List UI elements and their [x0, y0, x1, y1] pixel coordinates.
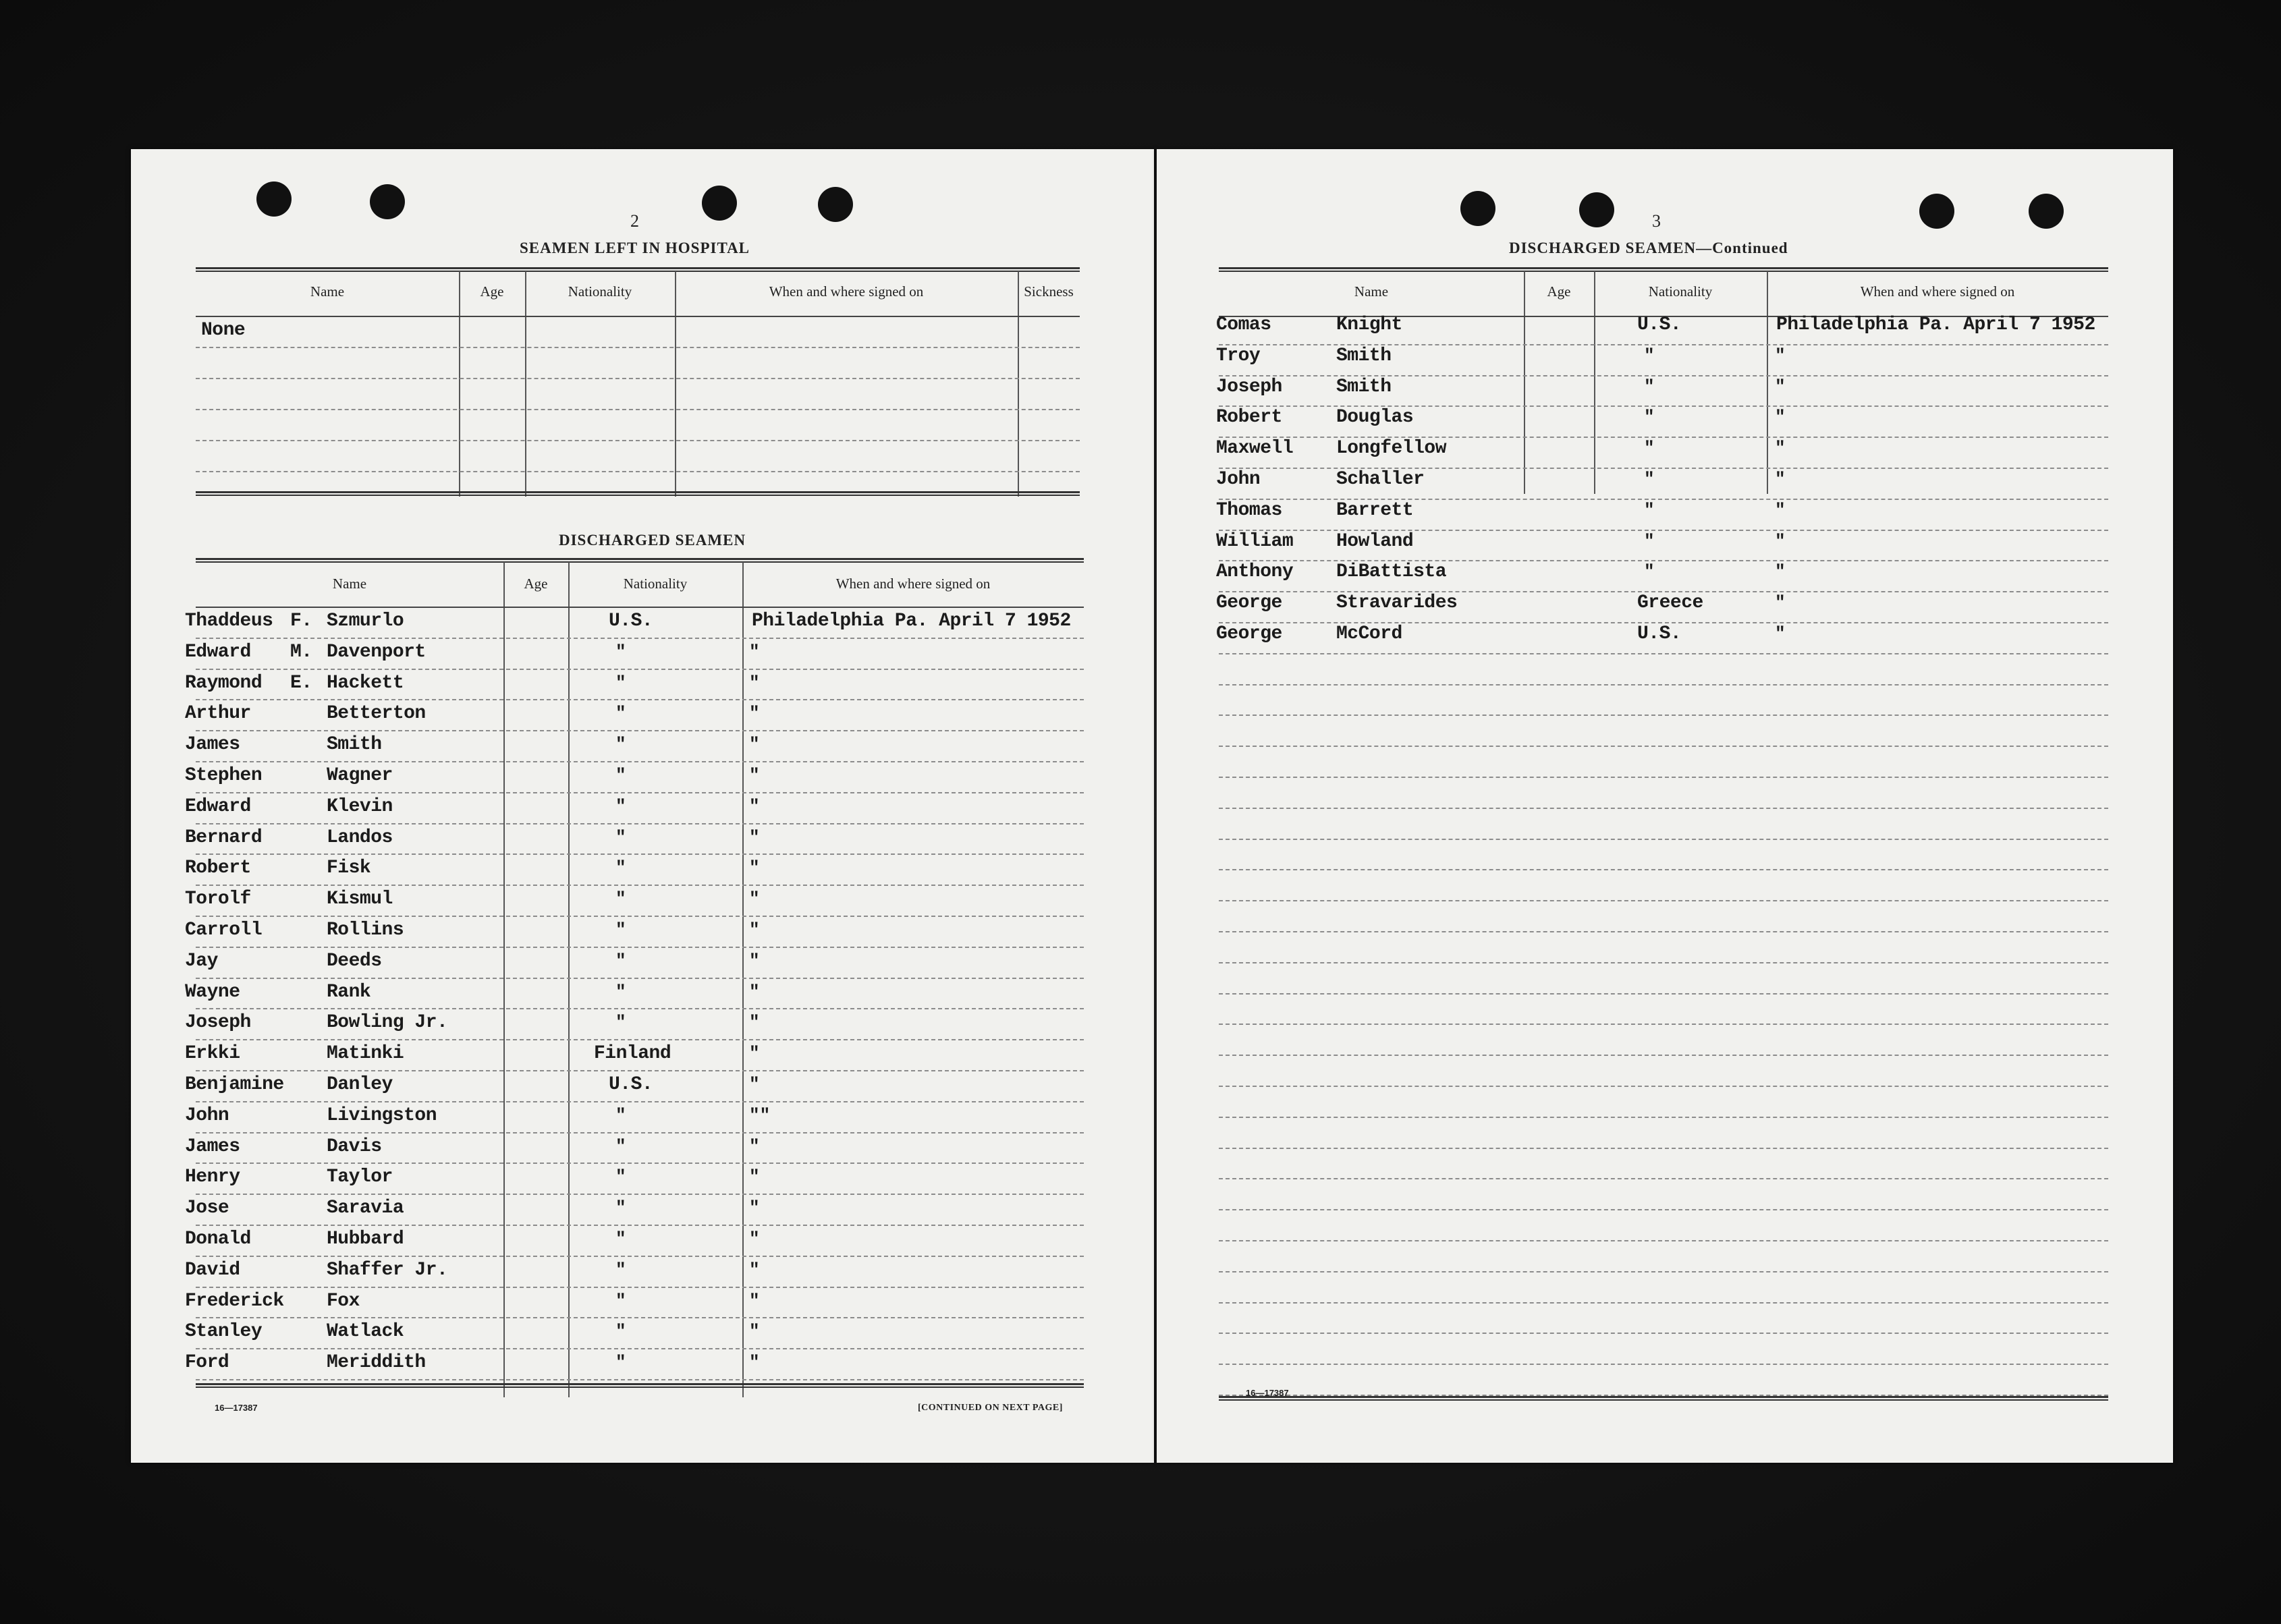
seaman-last-name: DiBattista [1336, 561, 1447, 583]
seaman-signed-on: " [749, 1229, 760, 1249]
punch-hole [702, 186, 737, 221]
seaman-first-name: Raymond [185, 672, 263, 694]
seaman-nationality: " [1644, 438, 1655, 459]
seaman-last-name: Szmurlo [327, 611, 404, 632]
right-page [1157, 149, 2173, 1463]
seaman-signed-on: " [749, 950, 760, 971]
punch-hole [2029, 194, 2064, 229]
seaman-nationality: " [1644, 499, 1655, 520]
seaman-first-name: Thomas [1216, 499, 1282, 521]
seaman-signed-on: " [749, 672, 760, 693]
seaman-last-name: Bowling Jr. [327, 1012, 448, 1034]
left-page [131, 149, 1154, 1463]
column-header: When and where signed on [769, 283, 924, 300]
seaman-last-name: Wagner [327, 765, 393, 786]
seaman-last-name: Betterton [327, 703, 426, 725]
seaman-last-name: Schaller [1336, 469, 1425, 490]
seaman-signed-on: " [749, 920, 760, 940]
seaman-first-name: Wayne [185, 981, 240, 1003]
seaman-signed-on: " [749, 765, 760, 785]
seaman-first-name: Ford [185, 1352, 229, 1374]
column-header: Age [480, 283, 504, 300]
punch-hole [1919, 194, 1954, 229]
column-header: Name [332, 576, 367, 592]
seaman-last-name: Danley [327, 1074, 393, 1095]
seaman-last-name: Smith [1336, 345, 1392, 366]
seaman-signed-on: Philadelphia Pa. April 7 1952 [1776, 314, 2095, 335]
seaman-last-name: Douglas [1336, 407, 1414, 428]
seaman-nationality: " [615, 1012, 626, 1033]
seaman-nationality: " [615, 1198, 626, 1219]
seaman-last-name: Landos [327, 827, 393, 848]
hospital-table [196, 267, 1080, 497]
column-header: Name [1354, 283, 1389, 300]
seaman-signed-on: "" [749, 1104, 771, 1125]
seaman-last-name: Rollins [327, 920, 404, 941]
seaman-first-name: John [1216, 469, 1261, 490]
seaman-first-name: Thaddeus [185, 611, 273, 632]
seaman-nationality: Finland [594, 1043, 671, 1065]
seaman-nationality: " [615, 889, 626, 909]
seaman-first-name: James [185, 1136, 240, 1157]
seaman-nationality: " [615, 1352, 626, 1373]
seaman-first-name: Maxwell [1216, 438, 1294, 459]
seaman-signed-on: " [749, 795, 760, 816]
seaman-last-name: Barrett [1336, 499, 1414, 521]
seaman-nationality: " [1644, 407, 1655, 428]
discharged-table [185, 558, 1084, 1397]
seaman-nationality: " [1644, 376, 1655, 397]
seaman-nationality: U.S. [1637, 623, 1682, 644]
seaman-signed-on: " [749, 858, 760, 878]
seaman-last-name: Livingston [327, 1104, 437, 1126]
seaman-first-name: Donald [185, 1229, 251, 1250]
seaman-middle-initial: E. [290, 672, 312, 694]
punch-hole [256, 181, 292, 217]
seaman-first-name: Anthony [1216, 561, 1294, 583]
seaman-nationality: U.S. [609, 1074, 653, 1095]
seaman-last-name: Deeds [327, 950, 382, 972]
page-number: 2 [630, 211, 639, 231]
seaman-signed-on: " [1775, 592, 1786, 613]
seaman-first-name: David [185, 1259, 240, 1281]
seaman-last-name: Watlack [327, 1321, 404, 1343]
seaman-first-name: Troy [1216, 345, 1261, 366]
seaman-nationality: " [615, 1290, 626, 1311]
seaman-first-name: Joseph [1216, 376, 1282, 397]
column-header: Name [310, 283, 345, 300]
seaman-last-name: Stravarides [1336, 592, 1458, 614]
seaman-nationality: " [615, 703, 626, 724]
seaman-first-name: William [1216, 530, 1294, 552]
seaman-first-name: James [185, 734, 240, 756]
punch-hole [370, 184, 405, 219]
seaman-first-name: Comas [1216, 314, 1271, 335]
seaman-signed-on: " [749, 1321, 760, 1342]
seaman-signed-on: " [1775, 345, 1786, 366]
seaman-last-name: Davis [327, 1136, 382, 1157]
seaman-signed-on: " [749, 641, 760, 662]
seaman-signed-on: " [1775, 530, 1786, 551]
seaman-nationality: " [615, 765, 626, 785]
seaman-signed-on: " [1775, 561, 1786, 582]
seaman-nationality: " [615, 672, 626, 693]
punch-hole [1579, 192, 1614, 227]
seaman-nationality: " [1644, 345, 1655, 366]
page-number: 3 [1652, 211, 1661, 231]
seaman-signed-on: " [749, 1136, 760, 1156]
seaman-signed-on: " [1775, 438, 1786, 459]
seaman-nationality: " [615, 641, 626, 662]
seaman-first-name: Robert [1216, 407, 1282, 428]
seaman-nationality: " [615, 1259, 626, 1280]
seaman-nationality: " [1644, 530, 1655, 551]
seaman-first-name: Jay [185, 950, 218, 972]
seaman-last-name: Knight [1336, 314, 1402, 335]
seaman-signed-on: " [749, 1259, 760, 1280]
seaman-signed-on: " [749, 1198, 760, 1219]
seaman-last-name: Meriddith [327, 1352, 426, 1374]
column-header: Nationality [1648, 283, 1713, 300]
seaman-signed-on: " [749, 1043, 760, 1064]
seaman-first-name: Carroll [185, 920, 263, 941]
punch-hole [1460, 191, 1495, 226]
seaman-signed-on: " [749, 827, 760, 847]
seaman-nationality: " [615, 795, 626, 816]
seaman-signed-on: " [749, 889, 760, 909]
seaman-signed-on: " [749, 1012, 760, 1033]
seaman-last-name: Klevin [327, 795, 393, 817]
seaman-first-name: Joseph [185, 1012, 251, 1034]
continued-note: [CONTINUED ON NEXT PAGE] [918, 1403, 1063, 1413]
seaman-last-name: Davenport [327, 641, 426, 663]
seaman-nationality: " [1644, 469, 1655, 489]
seaman-last-name: Smith [1336, 376, 1392, 397]
seaman-first-name: George [1216, 623, 1282, 644]
seaman-first-name: Arthur [185, 703, 251, 725]
form-number: 16—17387 [215, 1403, 258, 1413]
seaman-nationality: " [1644, 561, 1655, 582]
hospital-section-title: SEAMEN LEFT IN HOSPITAL [520, 240, 750, 256]
seaman-last-name: Hubbard [327, 1229, 404, 1250]
seaman-signed-on: " [1775, 407, 1786, 428]
seaman-nationality: U.S. [1637, 314, 1682, 335]
seaman-nationality: " [615, 981, 626, 1002]
seaman-last-name: Hackett [327, 672, 404, 694]
column-header: When and where signed on [1860, 283, 2015, 300]
seaman-last-name: Matinki [327, 1043, 404, 1065]
column-header: Sickness [1024, 283, 1074, 300]
seaman-middle-initial: F. [290, 611, 312, 632]
seaman-first-name: Jose [185, 1198, 229, 1219]
column-header: Nationality [568, 283, 632, 300]
seaman-last-name: Shaffer Jr. [327, 1259, 448, 1281]
seaman-first-name: Stanley [185, 1321, 263, 1343]
seaman-last-name: Howland [1336, 530, 1414, 552]
seaman-nationality: " [615, 920, 626, 940]
seaman-signed-on: " [749, 1074, 760, 1094]
seaman-signed-on: " [749, 981, 760, 1002]
seaman-last-name: Fox [327, 1290, 360, 1312]
seaman-last-name: Kismul [327, 889, 393, 910]
seaman-first-name: Torolf [185, 889, 251, 910]
form-number: 16—17387 [1246, 1388, 1289, 1398]
seaman-first-name: Robert [185, 858, 251, 879]
seaman-last-name: McCord [1336, 623, 1402, 644]
column-header: Age [1547, 283, 1571, 300]
seaman-first-name: Stephen [185, 765, 263, 786]
seaman-nationality: " [615, 1104, 626, 1125]
seaman-nationality: " [615, 734, 626, 755]
seaman-nationality: " [615, 858, 626, 878]
seaman-signed-on: Philadelphia Pa. April 7 1952 [752, 611, 1071, 632]
seaman-first-name: Bernard [185, 827, 263, 848]
seaman-first-name: John [185, 1104, 229, 1126]
seaman-signed-on: " [1775, 499, 1786, 520]
seaman-first-name: Edward [185, 641, 251, 663]
seaman-first-name: Henry [185, 1167, 240, 1188]
punch-hole [818, 187, 853, 222]
seaman-first-name: Edward [185, 795, 251, 817]
seaman-first-name: George [1216, 592, 1282, 614]
seaman-last-name: Longfellow [1336, 438, 1447, 459]
column-header: Age [524, 576, 548, 592]
seaman-signed-on: " [749, 703, 760, 724]
seaman-nationality: " [615, 1229, 626, 1249]
seaman-last-name: Rank [327, 981, 371, 1003]
seaman-middle-initial: M. [290, 641, 312, 663]
seaman-nationality: " [615, 827, 626, 847]
seaman-last-name: Smith [327, 734, 382, 756]
seaman-nationality: " [615, 1167, 626, 1187]
discharged-continued-table [1216, 267, 2108, 1463]
discharged-section-title: DISCHARGED SEAMEN [559, 532, 746, 549]
seaman-first-name: Benjamine [185, 1074, 284, 1095]
seaman-last-name: Taylor [327, 1167, 393, 1188]
seaman-first-name: Frederick [185, 1290, 284, 1312]
seaman-first-name: Erkki [185, 1043, 240, 1065]
seaman-signed-on: " [749, 1352, 760, 1373]
hospital-entry: None [201, 320, 246, 341]
column-header: When and where signed on [835, 576, 991, 592]
seaman-signed-on: " [1775, 469, 1786, 489]
seaman-signed-on: " [1775, 623, 1786, 644]
seaman-nationality: " [615, 1136, 626, 1156]
seaman-signed-on: " [749, 1290, 760, 1311]
discharged-continued-title: DISCHARGED SEAMEN—Continued [1509, 240, 1788, 256]
seaman-signed-on: " [749, 734, 760, 755]
seaman-nationality: Greece [1637, 592, 1703, 614]
seaman-last-name: Fisk [327, 858, 371, 879]
seaman-nationality: " [615, 950, 626, 971]
seaman-last-name: Saravia [327, 1198, 404, 1219]
column-header: Nationality [623, 576, 688, 592]
seaman-nationality: U.S. [609, 611, 653, 632]
seaman-nationality: " [615, 1321, 626, 1342]
seaman-signed-on: " [749, 1167, 760, 1187]
seaman-signed-on: " [1775, 376, 1786, 397]
